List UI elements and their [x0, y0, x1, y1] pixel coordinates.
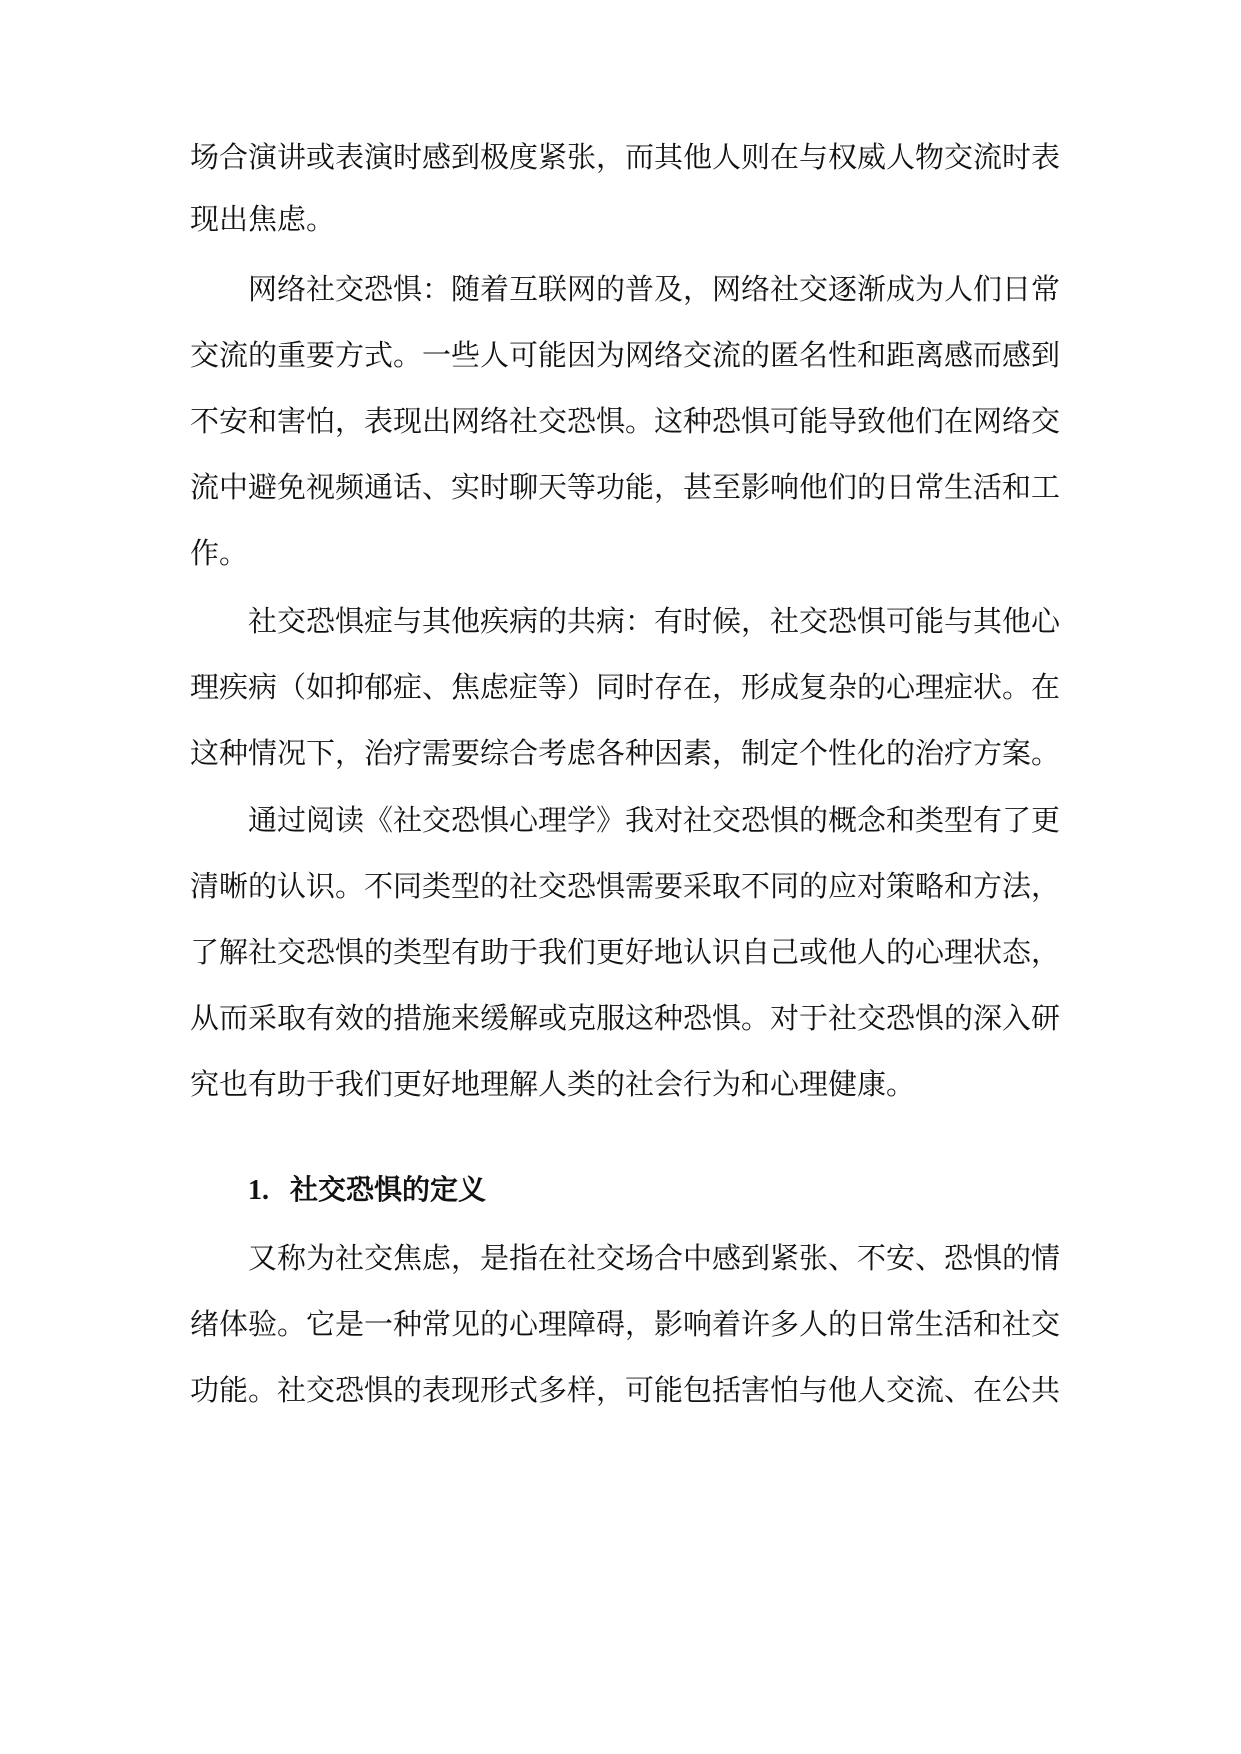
- text-line: 这种情况下，治疗需要综合考虑各种因素，制定个性化的治疗方案。: [190, 736, 1060, 770]
- text-line: 社交恐惧症与其他疾病的共病：有时候，社交恐惧可能与其他心: [248, 604, 1060, 638]
- text-line: 网络社交恐惧：随着互联网的普及，网络社交逐渐成为人们日常: [248, 272, 1060, 306]
- text-line: 流中避免视频通话、实时聊天等功能，甚至影响他们的日常生活和工: [190, 470, 1060, 504]
- text-line: 通过阅读《社交恐惧心理学》我对社交恐惧的概念和类型有了更: [248, 803, 1060, 837]
- text-line: 究也有助于我们更好地理解人类的社会行为和心理健康。: [190, 1067, 916, 1101]
- text-line: 又称为社交焦虑，是指在社交场合中感到紧张、不安、恐惧的情: [248, 1241, 1060, 1275]
- text-line: 功能。社交恐惧的表现形式多样，可能包括害怕与他人交流、在公共: [190, 1373, 1060, 1407]
- text-line: 绪体验。它是一种常见的心理障碍，影响着许多人的日常生活和社交: [190, 1307, 1060, 1341]
- text-line: 交流的重要方式。一些人可能因为网络交流的匿名性和距离感而感到: [190, 338, 1060, 372]
- text-line: 从而采取有效的措施来缓解或克服这种恐惧。对于社交恐惧的深入研: [190, 1001, 1060, 1035]
- text-line: 理疾病（如抑郁症、焦虑症等）同时存在，形成复杂的心理症状。在: [190, 670, 1060, 704]
- section-heading: [248, 1170, 748, 1210]
- text-line: 清晰的认识。不同类型的社交恐惧需要采取不同的应对策略和方法，: [190, 869, 1060, 903]
- text-line: 现出焦虑。: [190, 202, 336, 236]
- text-line: 作。: [190, 536, 249, 570]
- text-line: 场合演讲或表演时感到极度紧张，而其他人则在与权威人物交流时表: [190, 140, 1060, 174]
- text-line: 了解社交恐惧的类型有助于我们更好地认识自己或他人的心理状态，: [190, 935, 1060, 969]
- section-title: 社交恐惧的定义: [290, 1173, 487, 1206]
- section-number: 1.: [248, 1175, 269, 1206]
- text-line: 不安和害怕，表现出网络社交恐惧。这种恐惧可能导致他们在网络交: [190, 404, 1060, 438]
